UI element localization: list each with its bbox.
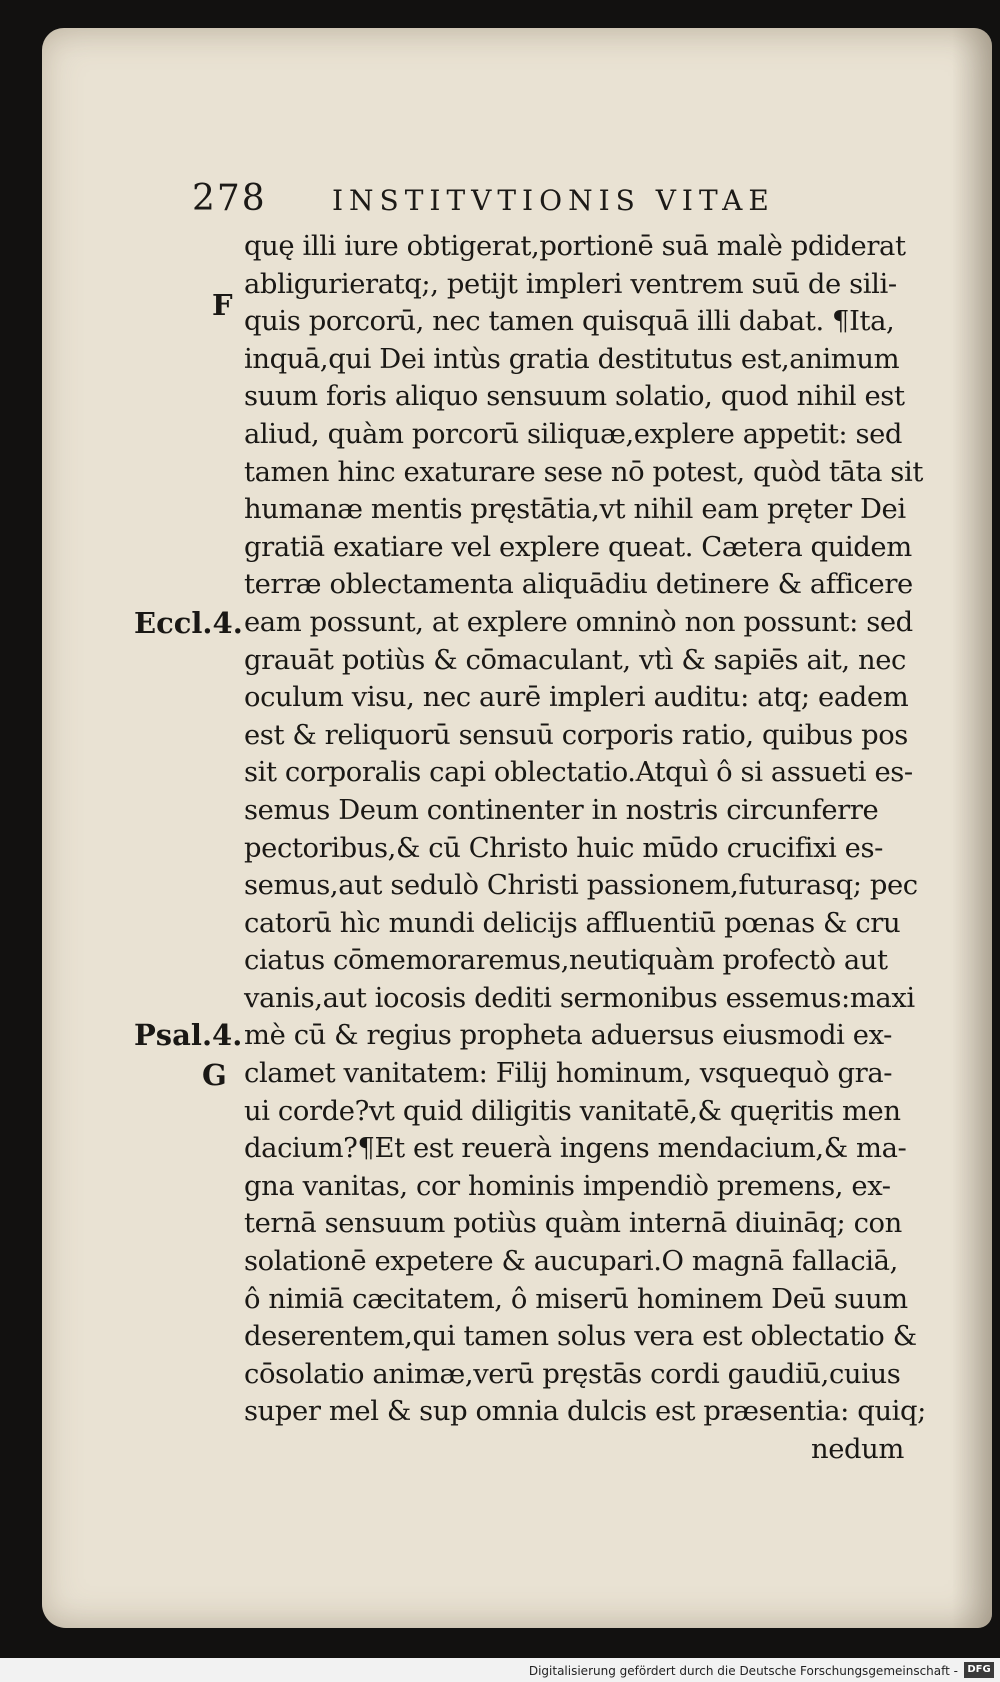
- page-gutter-shadow: [952, 28, 992, 1628]
- text-line: est & reliquorū sensuū corporis ratio, quibus pos: [244, 719, 908, 751]
- text-line: semus Deum continenter in nostris circunferre: [244, 794, 879, 826]
- text-line: gna vanitas, cor hominis impendiò premens, ex-: [244, 1170, 891, 1202]
- text-line: nedum: [811, 1434, 904, 1465]
- text-line: super mel & sup omnia dulcis est præsentia: quiq;: [244, 1396, 927, 1428]
- text-line: humanæ mentis pręstātia,vt nihil eam pręter Dei: [244, 494, 906, 526]
- text-line: oculum visu, nec aurē impleri auditu: atq; eadem: [244, 682, 909, 714]
- text-line: aliud, quàm porcorū siliquæ,explere appetit: sed: [244, 418, 903, 450]
- text-line: ui corde?vt quid diligitis vanitatē,& quęritis men: [244, 1095, 901, 1127]
- margin-note-psal: Psal.4.: [134, 1018, 243, 1052]
- text-line: abligurieratq;, petijt impleri ventrem suū de sili-: [244, 268, 897, 300]
- text-line: tamen hinc exaturare sese nō potest, quòd tāta sit: [244, 456, 923, 488]
- text-line: catorū hìc mundi delicijs affluentiū pœnas & cru: [244, 907, 901, 939]
- text-line: eam possunt, at explere omninò non possunt: sed: [244, 606, 913, 638]
- text-line: terræ oblectamenta aliquādiu detinere & afficere: [244, 569, 913, 601]
- text-line: mè cū & regius propheta aduersus eiusmodi ex-: [244, 1020, 893, 1052]
- text-line: quis porcorū, nec tamen quisquā illi dabat. ¶Ita,: [244, 306, 895, 338]
- funding-note: Digitalisierung gefördert durch die Deutsche Forschungsgemeinschaft -: [528, 1664, 958, 1678]
- margin-note-eccl: Eccl.4.: [134, 606, 243, 640]
- margin-note-g: G: [202, 1058, 227, 1092]
- text-line: dacium?¶Et est reuerà ingens mendacium,& ma-: [244, 1133, 907, 1165]
- book-page: [42, 28, 992, 1628]
- text-line: grauāt potiùs & cōmaculant, vtì & sapiēs ait, nec: [244, 644, 906, 676]
- text-line: clamet vanitatem: Filij hominum, vsquequò gra-: [244, 1058, 893, 1090]
- text-line: semus,aut sedulò Christi passionem,futurasq; pec: [244, 870, 918, 902]
- text-line: gratiā exatiare vel explere queat. Cætera quidem: [244, 531, 912, 563]
- text-line: solationē expetere & aucupari.O magnā fallaciā,: [244, 1246, 898, 1278]
- text-line: inquā,qui Dei intùs gratia destitutus est,animum: [244, 343, 900, 375]
- text-line: cōsolatio animæ,verū pręstās cordi gaudiū,cuius: [244, 1358, 901, 1390]
- digitization-footer: [0, 1658, 1000, 1682]
- text-line: vanis,aut iocosis dediti sermonibus essemus:maxi: [244, 982, 915, 1014]
- text-line: ciatus cōmemoraremus,neutiquàm profectò aut: [244, 945, 888, 977]
- text-line: ternā sensuum potiùs quàm internā diuināq; con: [244, 1208, 902, 1240]
- text-line: ô nimiā cæcitatem, ô miserū hominem Deū suum: [244, 1283, 908, 1315]
- text-line: deserentem,qui tamen solus vera est oblectatio &: [244, 1321, 917, 1353]
- page-number: 278: [192, 178, 267, 219]
- running-head: INSTITVTIONIS VITAE: [332, 184, 775, 217]
- text-line: pectoribus,& cū Christo huic mūdo crucifixi es-: [244, 832, 884, 864]
- dfg-logo: DFG: [964, 1662, 994, 1678]
- body-text: [244, 228, 927, 1469]
- text-line: sit corporalis capi oblectatio.Atquì ô si assueti es-: [244, 757, 913, 789]
- text-line: quę illi iure obtigerat,portionē suā malè pdiderat: [244, 231, 906, 262]
- text-line: suum foris aliquo sensuum solatio, quod nihil est: [244, 381, 905, 413]
- margin-note-f: F: [212, 288, 233, 322]
